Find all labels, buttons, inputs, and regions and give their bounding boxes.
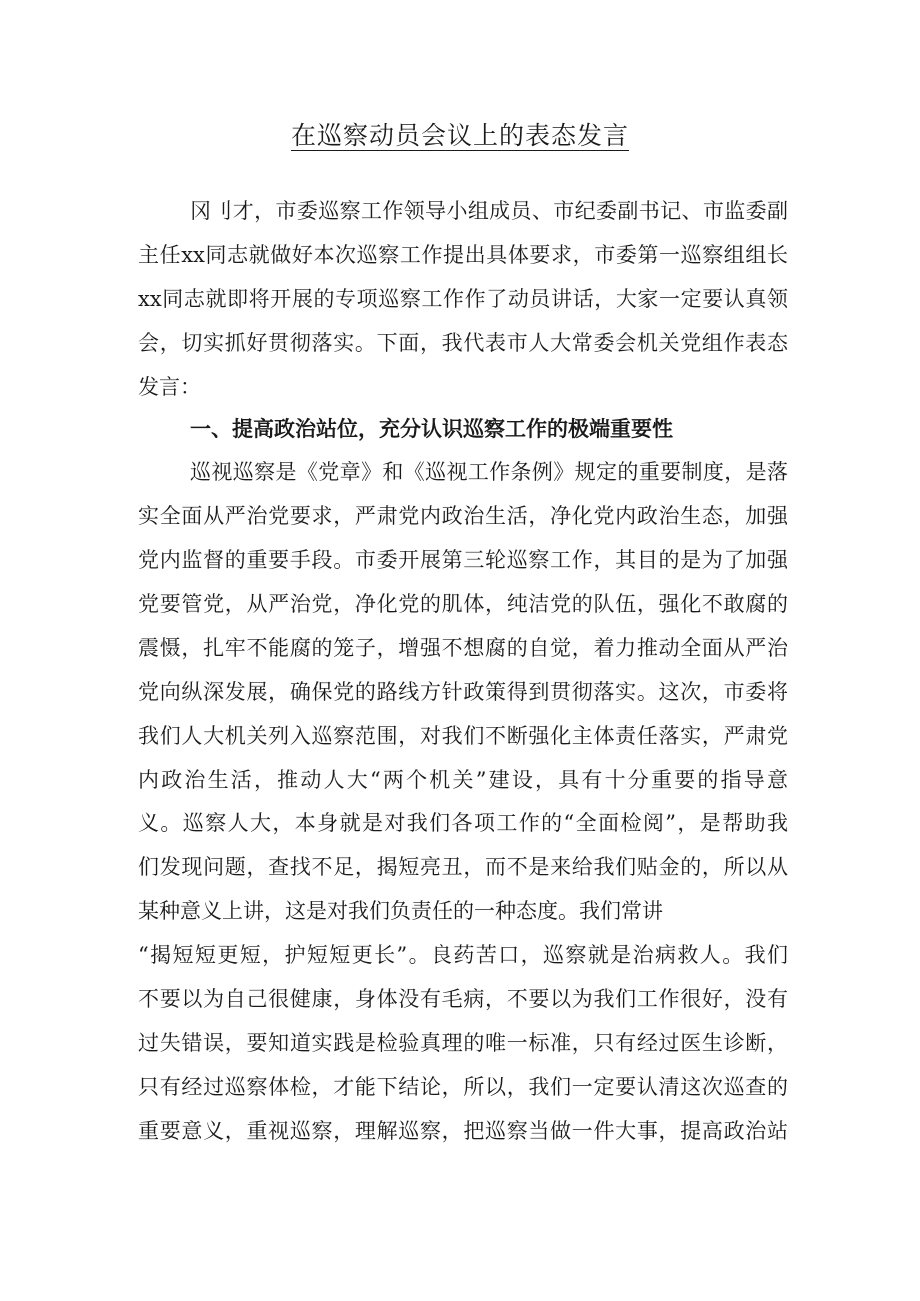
paragraph-line: 义。巡察人大，本身就是对我们各项工作的“全面检阅”，是帮助我 — [138, 811, 788, 835]
document-title: 在巡察动员会议上的表态发言 — [290, 121, 629, 150]
paragraph-line: 不要以为自己很健康，身体没有毛病，不要以为我们工作很好，没有 — [138, 987, 788, 1011]
intro-line: 冈刂才，市委巡察工作领导小组成员、市纪委副书记、市监委副 — [190, 199, 788, 223]
paragraph-line: 党内监督的重要手段。市委开展第三轮巡察工作，其目的是为了加强 — [138, 548, 788, 572]
paragraph-line: 党要管党，从严治党，净化党的肌体，纯洁党的队伍，强化不敢腐的 — [138, 592, 788, 616]
intro-line: 发言： — [138, 375, 201, 399]
paragraph-line: 某种意义上讲，这是对我们负责任的一种态度。我们常讲 — [138, 899, 663, 923]
intro-line: xx同志就即将开展的专项巡察工作作了动员讲话，大家一定要认真领 — [138, 287, 788, 311]
paragraph-line: 过失错误，要知道实践是检验真理的唯一标准，只有经过医生诊断， — [138, 1031, 788, 1055]
section-heading: 一、提高政治站位，充分认识巡察工作的极端重要性 — [190, 417, 673, 441]
intro-line: 主任xx同志就做好本次巡察工作提出具体要求，市委第一巡察组组长 — [138, 243, 788, 267]
paragraph-line: 们发现问题，查找不足，揭短亮丑，而不是来给我们贴金的，所以从 — [138, 855, 788, 879]
paragraph-line: 实全面从严治党要求，严肃党内政治生活，净化党内政治生态，加强 — [138, 504, 788, 528]
intro-line: 会，切实抓好贯彻落实。下面，我代表市人大常委会机关党组作表态 — [138, 331, 788, 355]
paragraph-line: “揭短短更短，护短短更长”。良药苦口，巡察就是治病救人。我们 — [138, 943, 788, 967]
paragraph-line: 巡视巡察是《党章》和《巡视工作条例》规定的重要制度，是落 — [190, 460, 788, 484]
paragraph-line: 内政治生活，推动人大“两个机关”建设，具有十分重要的指导意 — [138, 768, 788, 792]
paragraph-line: 党向纵深发展，确保党的路线方针政策得到贯彻落实。这次，市委将 — [138, 680, 788, 704]
paragraph-line: 震慑，扎牢不能腐的笼子，增强不想腐的自觉，着力推动全面从严治 — [138, 636, 788, 660]
paragraph-line: 重要意义，重视巡察，理解巡察，把巡察当做一件大事，提高政治站 — [138, 1119, 788, 1143]
paragraph-line: 只有经过巡察体检，才能下结论，所以，我们一定要认清这次巡查的 — [138, 1075, 788, 1099]
paragraph-line: 我们人大机关列入巡察范围，对我们不断强化主体责任落实，严肃党 — [138, 724, 788, 748]
